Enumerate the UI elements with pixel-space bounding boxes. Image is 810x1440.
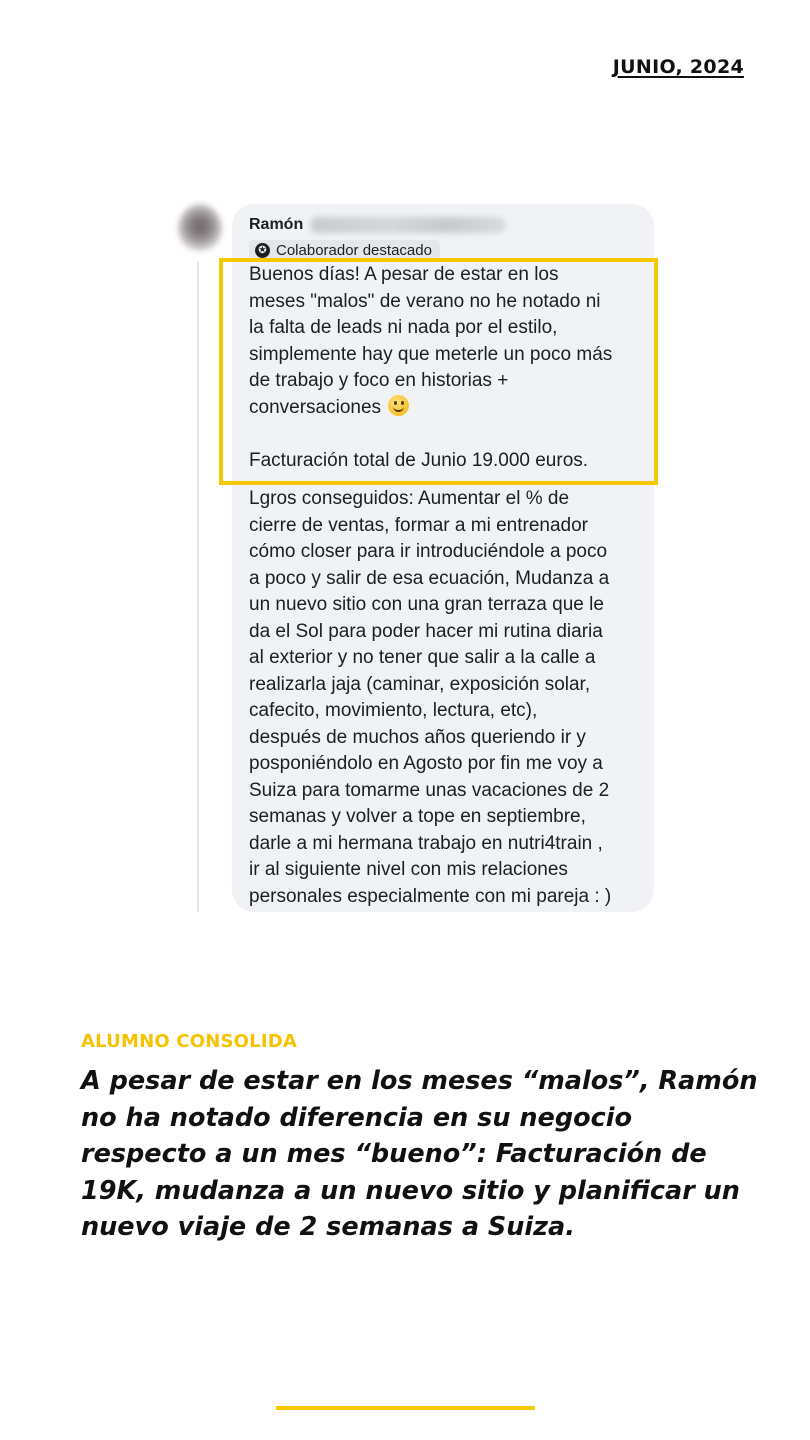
comment-author: Ramón <box>249 216 304 233</box>
highlight-box <box>219 258 658 485</box>
thread-line <box>197 262 199 912</box>
highlighted-text: Buenos días! A pesar de estar en los meses "malos" de verano no he notado ni la falta de leads ni nada por el estilo, simplemente hay que meterle un poco más de trabajo y foco en historias + conversaciones <box>249 264 613 418</box>
badge-label: Colaborador destacado <box>276 242 432 259</box>
avatar <box>178 204 222 254</box>
comment-achievements-text: Lgros conseguidos: Aumentar el % de cierre de ventas, formar a mi entrenador cómo closer para ir introduciéndole a poco a poco y salir de esa ecuación, Mudanza a un nuevo sitio con una gran terraza que le da el Sol para poder hacer mi rutina diaria al exterior y no tener que salir a la calle a realizarla jaja (caminar, exposición solar, cafecito, movimiento, lectura, etc), después de muchos años queriendo ir y posponiéndolo en Agosto por fin me voy a Suiza para tomarme unas vacaciones de 2 semanas y volver a tope en septiembre, darle a mi hermana trabajo en nutri4train , ir al siguiente nivel con mis relaciones personales especialmente con mi pareja : ) <box>249 488 612 907</box>
caption-headline: A pesar de estar en los meses “malos”, Ramón no ha notado diferencia en su negocio respecto a un mes “bueno”: Facturación de 19K, mudanza a un nuevo sitio y planificar un nuevo viaje de 2 semanas a Suiza. <box>81 1066 758 1242</box>
bottom-accent-bar <box>276 1406 535 1410</box>
star-badge-icon: ✪ <box>255 243 270 258</box>
date-heading: JUNIO, 2024 <box>612 56 744 78</box>
revenue-line: Facturación total de Junio 19.000 euros. <box>249 449 589 471</box>
caption-kicker: ALUMNO CONSOLIDA <box>81 1031 298 1052</box>
author-surname-blurred <box>310 217 506 233</box>
